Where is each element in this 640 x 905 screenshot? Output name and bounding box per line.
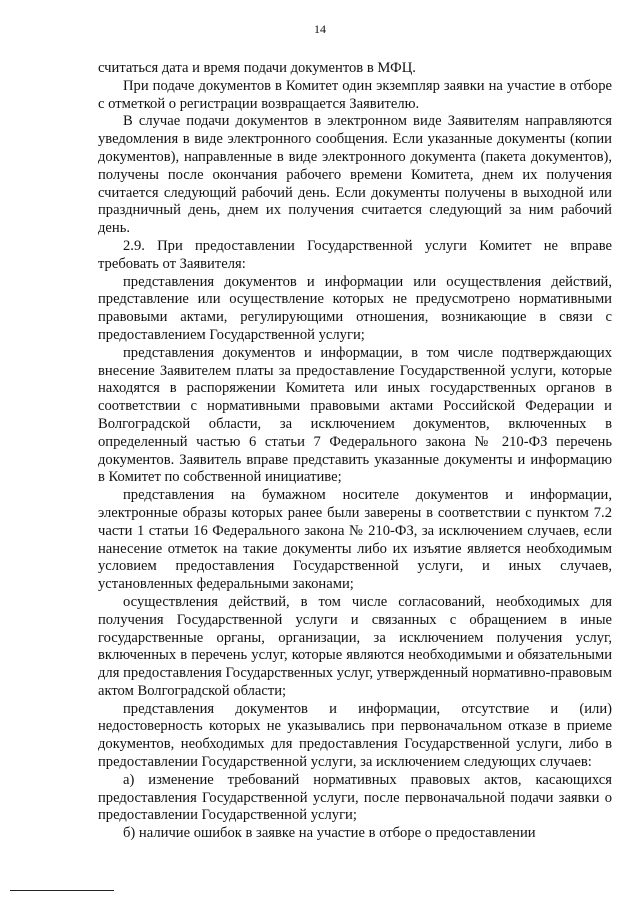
paragraph-prohibition-5: представления документов и информации, отсутствие и (или) недостоверность которых не указывались при первоначальном отказе в приеме документов, необходимых для предоставления Государственной услуги, либо в предоставлении Государственной услуги, за исключением следующих случаев:	[98, 700, 612, 771]
page-number: 14	[314, 22, 326, 36]
paragraph-electronic-submission: В случае подачи документов в электронном виде Заявителям направляются уведомления в виде электронного сообщения. Если указанные документы (копии документов), направленные в виде электронного документа (пакета документов), получены после окончания рабочего времени Комитета, днем их получения считается следующий рабочий день. Если документы получены в выходной или праздничный день, днем их получения считается следующий за ним рабочий день.	[98, 113, 612, 237]
footnote-rule	[10, 890, 114, 891]
paragraph-case-b: б) наличие ошибок в заявке на участие в отборе о предоставлении	[123, 825, 536, 842]
paragraph-prohibition-2: представления документов и информации, в том числе подтверждающих внесение Заявителем платы за предоставление Государственной услуги, которые находятся в распоряжении Комитета или иных государственных органов в соответствии с нормативными правовыми актами Российской Федерации и Волгоградской области, за исключением документов, включенных в определенный частью 6 статьи 7 Федерального закона № 210-ФЗ перечень документов. Заявитель вправе представить указанные документы и информацию в Комитет по собственной инициативе;	[98, 344, 612, 486]
paragraph-section-2-9: 2.9. При предоставлении Государственной услуги Комитет не вправе требовать от Заявителя:	[98, 237, 612, 272]
body-text	[98, 60, 612, 843]
paragraph-application-return: При подаче документов в Комитет один экземпляр заявки на участие в отборе с отметкой о регистрации возвращается Заявителю.	[98, 77, 612, 112]
paragraph-prohibition-4: осуществления действий, в том числе согласований, необходимых для получения Государственной услуги и связанных с обращением в иные государственные органы, организации, за исключением получения услуг, включенных в перечень услуг, которые являются необходимыми и обязательными для предоставления Государственных услуг, утвержденный нормативно-правовым актом Волгоградской области;	[98, 593, 612, 699]
paragraph-prohibition-1: представления документов и информации или осуществления действий, представление или осуществление которых не предусмотрено нормативными правовыми актами, регулирующими отношения, возникающие в связи с предоставлением Государственной услуги;	[98, 273, 612, 343]
paragraph-prohibition-3: представления на бумажном носителе документов и информации, электронные образы которых ранее были заверены в соответствии с пунктом 7.2 части 1 статьи 16 Федерального закона № 210-ФЗ, за исключением случаев, если нанесение отметок на такие документы либо их изъятие является необходимым условием предоставления Государственной услуги, и иных случаев, установленных федеральными законами;	[98, 487, 612, 593]
paragraph-continuation: считаться дата и время подачи документов в МФЦ.	[98, 60, 416, 76]
paragraph-case-a: а) изменение требований нормативных правовых актов, касающихся предоставления Государственной услуги, после первоначальной подачи заявки о предоставлении Государственной услуги;	[98, 771, 612, 824]
